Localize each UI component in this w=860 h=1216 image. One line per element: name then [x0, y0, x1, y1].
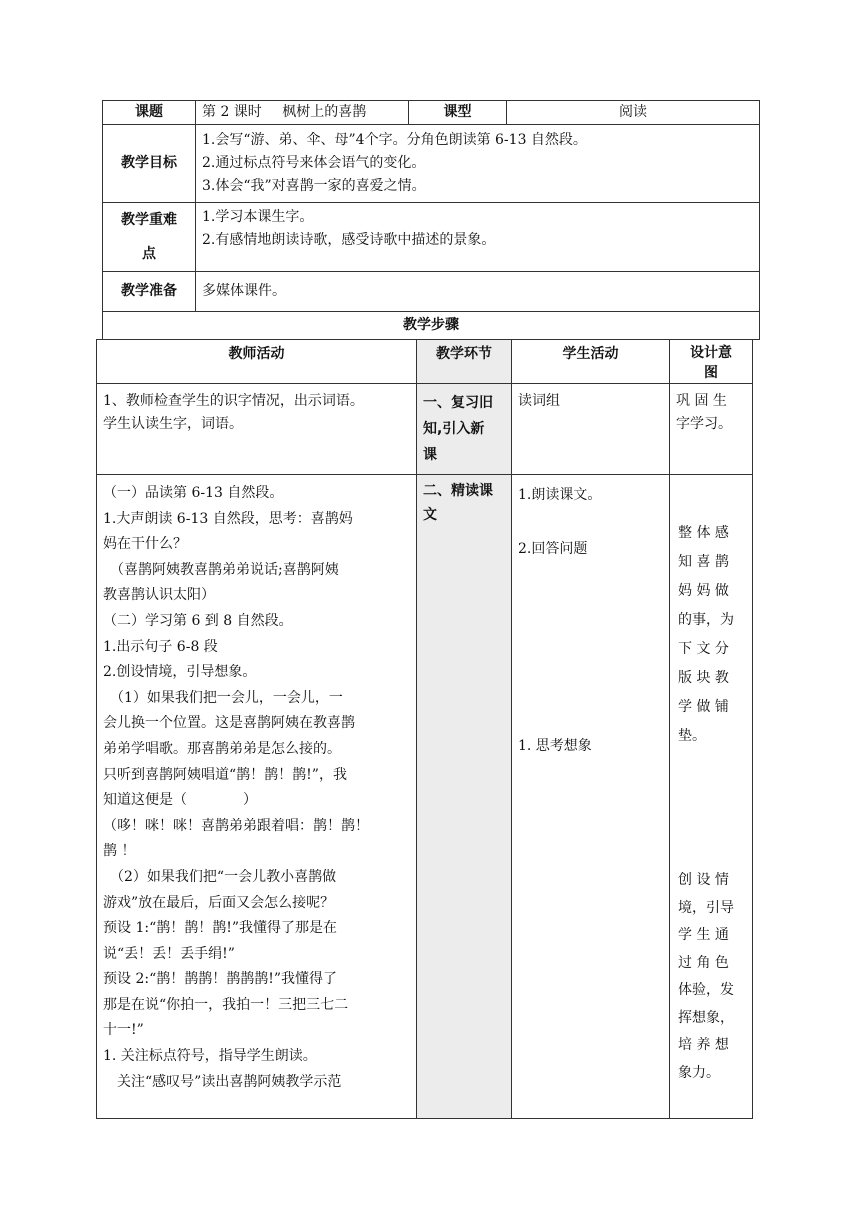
student-step: 1. 思考想象 — [518, 738, 592, 754]
lesson-type: 阅读 — [507, 101, 760, 125]
lesson-info-table — [102, 100, 760, 340]
row2-stage: 二、精读课 文 — [417, 475, 512, 1119]
row1-student: 读词组 — [512, 384, 670, 475]
prep-text: 多媒体课件。 — [196, 272, 760, 312]
row2-intent — [670, 475, 753, 1119]
col-stage-header: 教学环节 — [417, 340, 512, 384]
lesson-type-label: 课型 — [409, 101, 507, 125]
lesson-label: 课题 — [103, 101, 196, 125]
lesson-title-cell — [196, 101, 409, 125]
row2-student — [512, 475, 670, 1119]
prep-label: 教学准备 — [103, 272, 196, 312]
keypoint-item: 2.有感情地朗读诗歌，感受诗歌中描述的景象。 — [202, 232, 496, 248]
goals-label: 教学目标 — [103, 125, 196, 203]
col-student-header: 学生活动 — [512, 340, 670, 384]
col-teacher-header: 教师活动 — [97, 340, 417, 384]
steps-title: 教学步骤 — [103, 312, 760, 340]
row2-teacher: （一）品读第 6-13 自然段。 1.大声朗读 6-13 自然段，思考：喜鹊妈 妈在干什么？ （喜鹊阿姨教喜鹊弟弟说话;喜鹊阿姨 教喜鹊认识太阳） （二）学习第 6 到 8 自然段。 1.出示句子 6-8 段 2.创设情境，引导想象。 （1）如果我们把一会儿，一会儿，一 会儿换一个位置。这是喜鹊阿姨在教喜鹊 弟弟学唱歌。那喜鹊弟弟是怎么接的。 只听到喜鹊阿姨唱道“鹊！鹊！鹊!”，我 知道这便是（ ） （哆！咪！咪！喜鹊弟弟跟着唱：鹊！鹊！ 鹊 ！ （2）如果我们把“一会儿教小喜鹊做 游戏”放在最后，后面又会怎么接呢？ 预设 1:“鹊！鹊！鹊!”我懂得了那是在 说“丢！丢！丢手绢!” 预设 2:“鹊！鹊鹊！鹊鹊鹊!”我懂得了 那是在说“你拍一，我拍一！三把三七二 十一!” 1. 关注标点符号，指导学生朗读。 关注“感叹号”读出喜鹊阿姨教学示范 — [97, 475, 417, 1119]
keypoints-cell — [196, 203, 760, 272]
lesson-period: 第 2 课时 — [202, 104, 262, 120]
goal-item: 3.体会“我”对喜鹊一家的喜爱之情。 — [202, 178, 426, 194]
row1-stage: 一、复习旧 知,引入新 课 — [417, 384, 512, 475]
intent-a: 整 体 感 知 喜 鹊 妈 妈 做 的事，为 下 文 分 版 块 教 学 做 铺 垫。 — [678, 525, 734, 744]
row1-intent: 巩 固 生 字学习。 — [670, 384, 753, 475]
row1-teacher: 1、教师检查学生的识字情况，出示词语。 学生认读生字，词语。 — [97, 384, 417, 475]
goals-cell — [196, 125, 760, 203]
lesson-title: 枫树上的喜鹊 — [282, 104, 367, 120]
keypoint-item: 1.学习本课生字。 — [202, 209, 314, 225]
goal-item: 1.会写“游、弟、伞、母”4个字。分角色朗读第 6-13 自然段。 — [202, 132, 587, 148]
col-intent-header: 设计意 图 — [670, 340, 753, 384]
keypoints-label: 教学重难 点 — [103, 203, 196, 272]
goal-item: 2.通过标点符号来体会语气的变化。 — [202, 155, 426, 171]
intent-b: 创 设 情 境，引导 学 生 通 过 角 色 体验，发 挥想象， 培 养 想 象力。 — [678, 872, 734, 1081]
student-step: 2.回答问题 — [518, 541, 588, 557]
steps-table — [96, 339, 753, 1119]
student-step: 1.朗读课文。 — [518, 487, 602, 503]
